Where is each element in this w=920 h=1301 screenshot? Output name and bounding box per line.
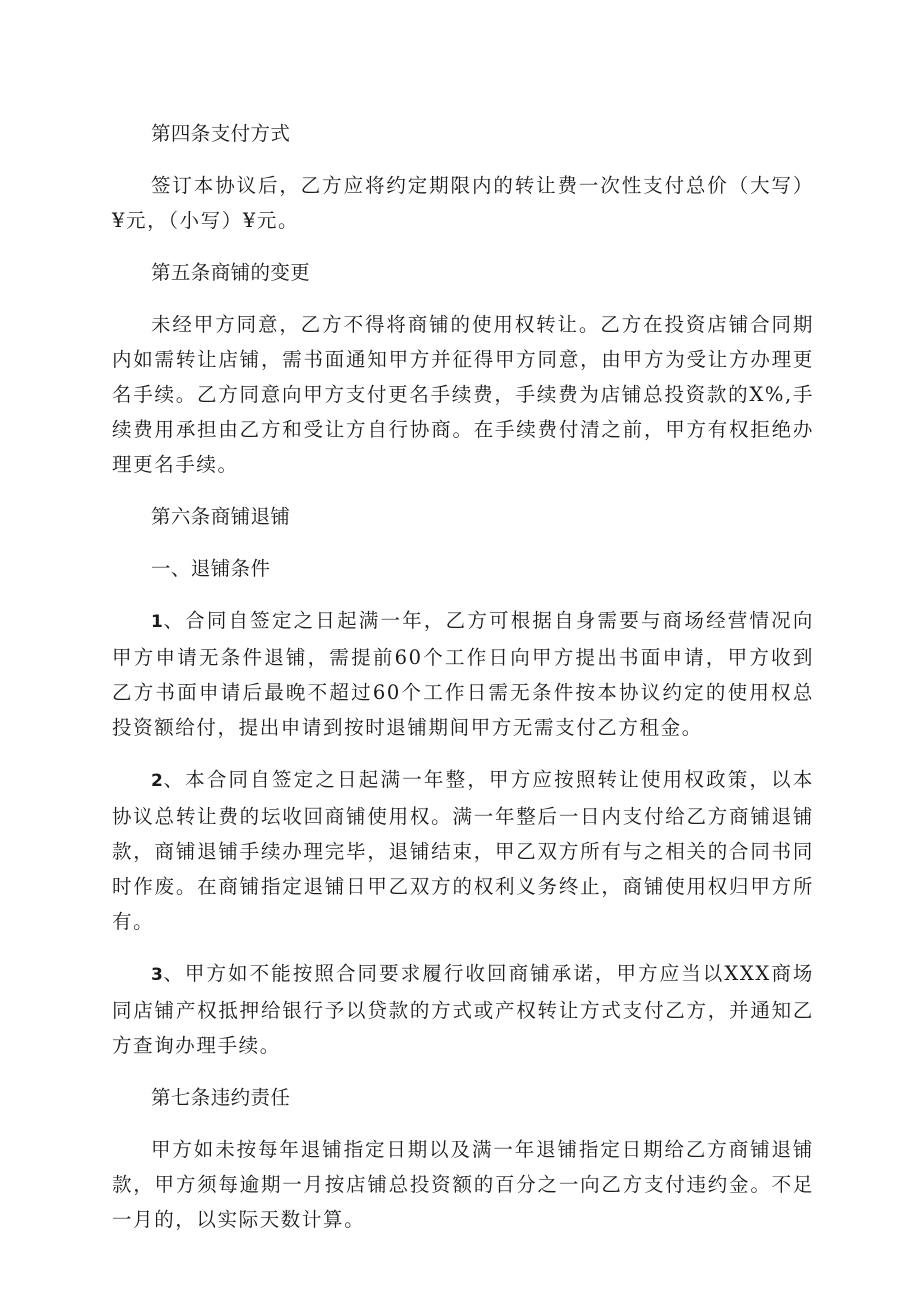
- item-number: 2: [151, 771, 163, 791]
- section-5-title: 第五条商铺的变更: [151, 261, 311, 284]
- section-6-title: 第六条商铺退铺: [151, 505, 291, 528]
- section-5-paragraph: 未经甲方同意，乙方不得将商铺的使用权转让。乙方在投资店铺合同期内如需转让店铺，需书面通知甲方并征得甲方同意，由甲方为受让方办理更名手续。乙方同意向甲方支付更名手续费，手续费为店铺总投资款的X%,手续费用承担由乙方和受让方自行协商。在手续费付清之前，甲方有权拒绝办理更名手续。: [112, 313, 814, 476]
- section-6-subheading: 一、退铺条件: [151, 557, 271, 580]
- section-6-item-1: [112, 603, 814, 745]
- section-4-title: 第四条支付方式: [151, 122, 291, 145]
- item-number: 1: [151, 612, 163, 632]
- section-4-paragraph: 签订本协议后，乙方应将约定期限内的转让费一次性支付总价（大写）¥元，（小写）¥元。: [112, 174, 814, 232]
- section-6-item-2: [112, 762, 814, 939]
- section-6-item-3: [112, 956, 814, 1063]
- item-text: 、甲方如不能按照合同要求履行收回商铺承诺，甲方应当以XXX商场同店铺产权抵押给银行予以贷款的方式或产权转让方式支付乙方，并通知乙方查询办理手续。: [112, 962, 814, 1057]
- section-7-paragraph: 甲方如未按每年退铺指定日期以及满一年退铺指定日期给乙方商铺退铺款，甲方须每逾期一月按店铺总投资额的百分之一向乙方支付违约金。不足一月的，以实际天数计算。: [112, 1138, 814, 1231]
- item-text: 、合同自签定之日起满一年，乙方可根据自身需要与商场经营情况向甲方申请无条件退铺，需提前60个工作日向甲方提出书面申请，甲方收到乙方书面申请后最晚不超过60个工作日需无条件按本协议约定的使用权总投资额给付，提出申请到按时退铺期间甲方无需支付乙方租金。: [112, 609, 814, 739]
- section-7-title: 第七条违约责任: [151, 1086, 291, 1109]
- item-text: 、本合同自签定之日起满一年整，甲方应按照转让使用权政策，以本协议总转让费的坛收回商铺使用权。满一年整后一日内支付给乙方商铺退铺款，商铺退铺手续办理完毕，退铺结束，甲乙双方所有与之相关的合同书同时作废。在商铺指定退铺日甲乙双方的权利义务终止，商铺使用权归甲方所有。: [112, 768, 814, 933]
- item-number: 3: [151, 965, 163, 985]
